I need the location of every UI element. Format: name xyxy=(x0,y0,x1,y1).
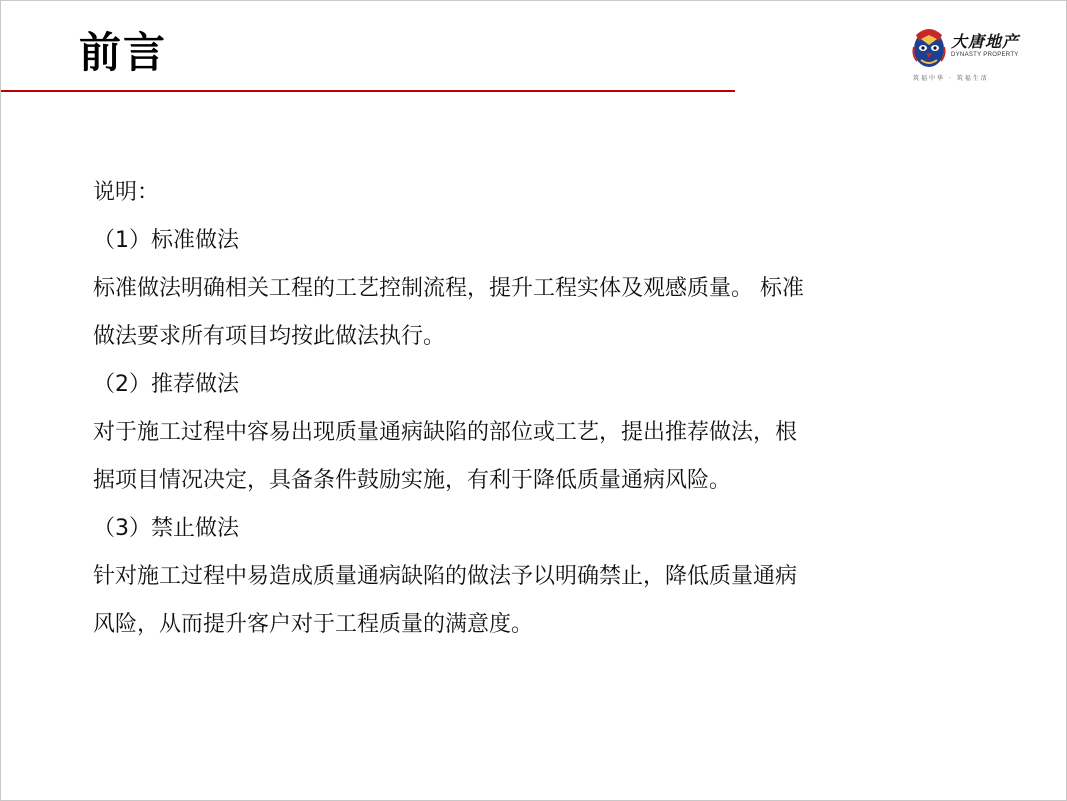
body-text xyxy=(93,169,963,649)
company-logo xyxy=(911,25,1041,87)
logo-english-name: DYNASTY PROPERTY xyxy=(951,52,1019,58)
logo-company-name: 大唐地产 xyxy=(951,32,1020,51)
logo-slogan: 筑福中华 · 筑福生活 xyxy=(913,75,989,82)
section-heading-recommended: （2）推荐做法 xyxy=(93,372,239,397)
paragraph-line: 风险，从而提升客户对于工程质量的满意度。 xyxy=(93,612,534,637)
paragraph-line: 针对施工过程中易造成质量通病缺陷的做法予以明确禁止，降低质量通病 xyxy=(93,564,798,589)
opera-mask-icon xyxy=(911,25,947,69)
paragraph-line: 据项目情况决定，具备条件鼓励实施，有利于降低质量通病风险。 xyxy=(93,468,732,493)
page-title: 前言 xyxy=(79,28,168,77)
body-heading: 说明： xyxy=(93,180,160,205)
section-heading-standard: （1）标准做法 xyxy=(93,228,239,253)
section-heading-prohibited: （3）禁止做法 xyxy=(93,516,239,541)
paragraph-line: 做法要求所有项目均按此做法执行。 xyxy=(93,324,446,349)
paragraph-line: 对于施工过程中容易出现质量通病缺陷的部位或工艺，提出推荐做法，根 xyxy=(93,420,798,445)
paragraph-line: 标准做法明确相关工程的工艺控制流程，提升工程实体及观感质量。 标准 xyxy=(93,276,804,301)
title-divider xyxy=(1,90,735,92)
